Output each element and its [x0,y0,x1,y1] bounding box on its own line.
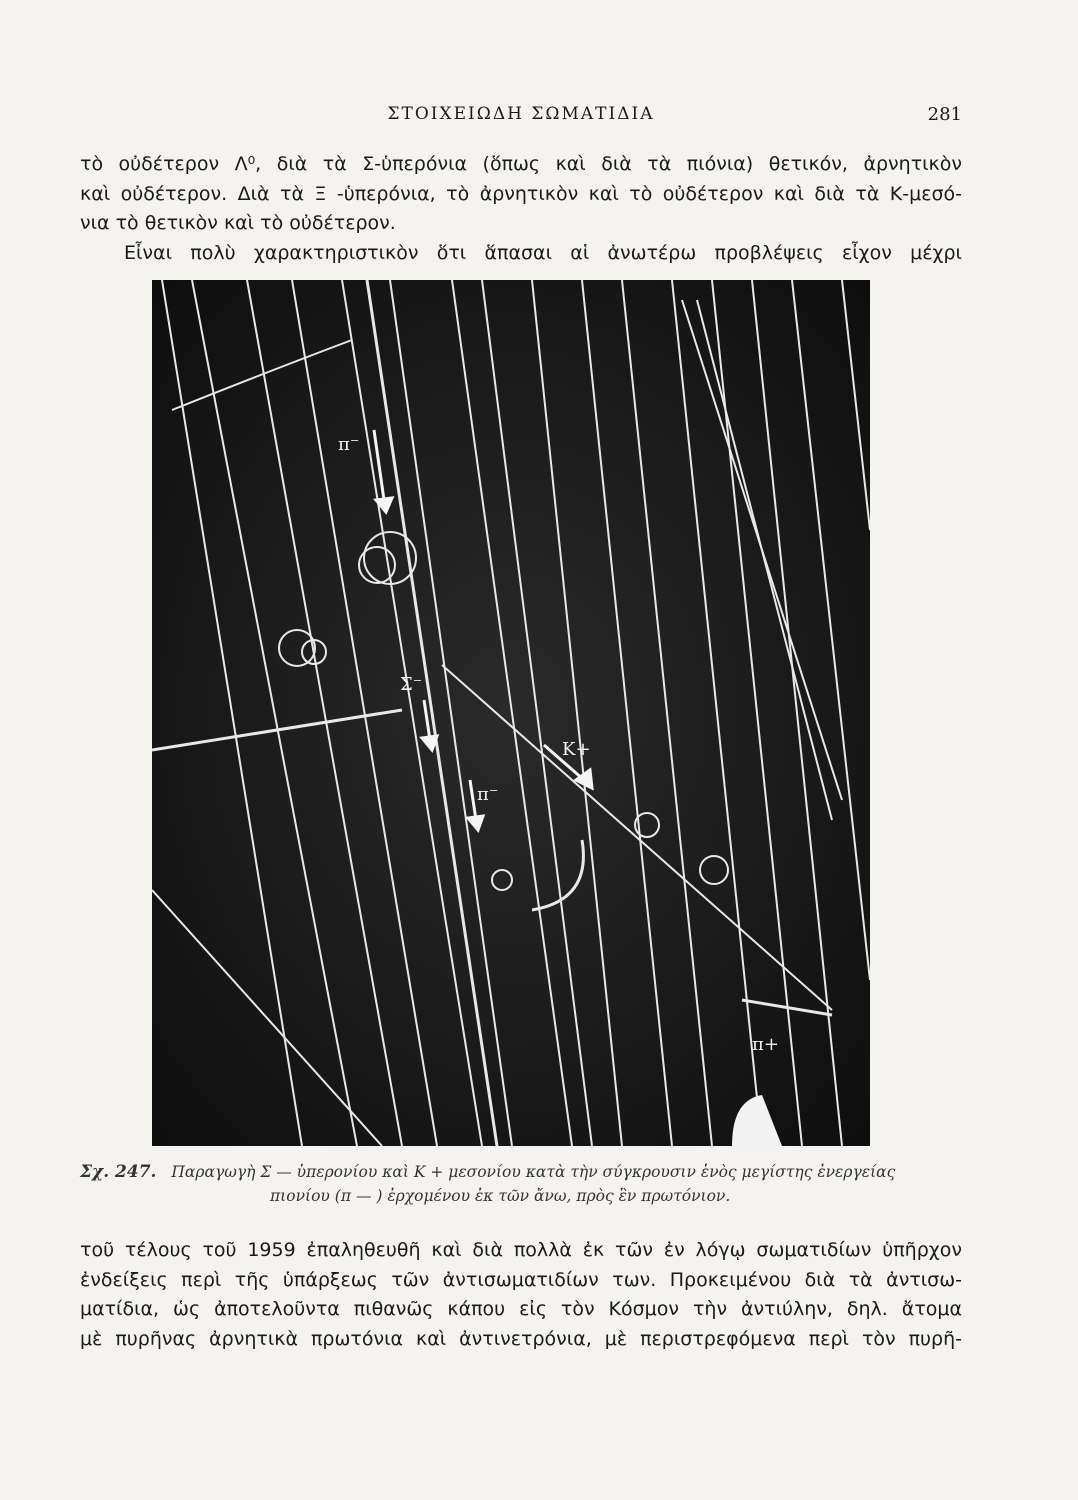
figure-caption [80,1160,962,1208]
caption-line-2: πιονίου (π — ) ἐρχομένου ἐκ τῶν ἄνω, πρὸς ἓν πρωτόνιον. [270,1187,731,1205]
text-line: ματίδια, ὡς ἀποτελοῦντα πιθανῶς κάπου εἰς τὸν Κόσμον τὴν ἀντιύλην, δηλ. ἄτομα [80,1298,962,1321]
text-line: μὲ πυρῆνας ἀρνητικὰ πρωτόνια καὶ ἀντινετρόνια, μὲ περιστρεφόμενα περὶ τὸν πυρῆ- [80,1327,962,1350]
label-pi-minus-top: π⁻ [338,434,360,455]
page-header [80,104,962,132]
text-line: καὶ οὐδέτερον. Διὰ τὰ Ξ -ὑπερόνια, τὸ ἀρνητικὸν καὶ τὸ οὐδέτερον καὶ διὰ τὰ Κ-μεσό- [80,182,962,205]
text-line: νια τὸ θετικὸν καὶ τὸ οὐδέτερον. [80,212,396,235]
bubble-chamber-photograph [152,280,870,1146]
running-title: ΣΤΟΙΧΕΙΩΔΗ ΣΩΜΑΤΙΔΙΑ [387,104,655,124]
label-pi-plus: π+ [752,1034,779,1055]
body-text-top [80,150,962,268]
label-pi-minus-mid: π⁻ [477,784,499,805]
body-text-bottom [80,1236,962,1354]
text-line: ἐνδείξεις περὶ τῆς ὑπάρξεως τῶν ἀντισωματιδίων των. Προκειμένου διὰ τὰ ἀντισω- [80,1268,962,1291]
label-k-plus: K+ [562,739,591,760]
label-sigma-minus: Σ⁻ [400,674,423,695]
figure-label: Σχ. 247. [80,1162,157,1182]
caption-line-1: Παραγωγὴ Σ — ὑπερονίου καὶ K + μεσονίου κατὰ τὴν σύγκρουσιν ἑνὸς μεγίστης ἐνεργείας [171,1163,896,1181]
track-image [152,280,870,1146]
text-line: τὸ οὐδέτερον Λ⁰, διὰ τὰ Σ-ὑπερόνια (ὅπως καὶ διὰ τὰ πιόνια) θετικόν, ἀρνητικὸν [80,153,962,175]
page-number: 281 [927,104,962,125]
text-line: Εἶναι πολὺ χαρακτηριστικὸν ὅτι ἅπασαι αἱ ἀνωτέρω προβλέψεις εἶχον μέχρι [124,241,962,264]
text-line: τοῦ τέλους τοῦ 1959 ἐπαληθευθῆ καὶ διὰ πολλὰ ἐκ τῶν ἐν λόγῳ σωματιδίων ὑπῆρχον [80,1239,962,1261]
